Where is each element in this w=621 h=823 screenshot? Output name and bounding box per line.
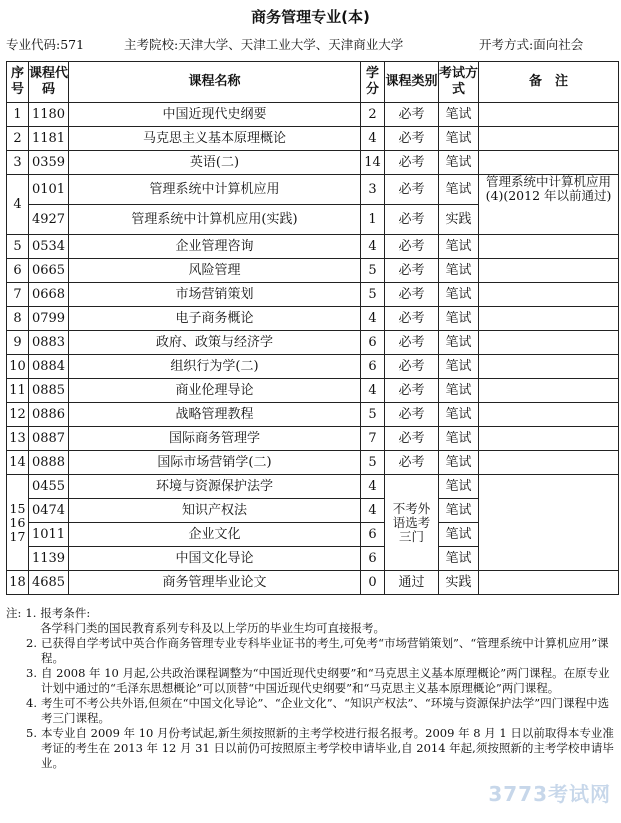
cell-method: 笔试 bbox=[439, 103, 479, 127]
cell-name: 马克思主义基本原理概论 bbox=[69, 127, 361, 151]
cell-remark bbox=[479, 235, 619, 259]
header-method: 考试方式 bbox=[439, 62, 479, 103]
cell-credit: 14 bbox=[361, 151, 385, 175]
cell-name: 政府、政策与经济学 bbox=[69, 331, 361, 355]
cell-method: 笔试 bbox=[439, 259, 479, 283]
table-row bbox=[7, 103, 619, 127]
cell-credit: 7 bbox=[361, 427, 385, 451]
cell-name: 战略管理教程 bbox=[69, 403, 361, 427]
meta-line bbox=[6, 35, 618, 53]
table-row bbox=[7, 451, 619, 475]
table-row bbox=[7, 475, 619, 499]
cell-name: 市场营销策划 bbox=[69, 283, 361, 307]
cell-code: 1011 bbox=[29, 523, 69, 547]
cell-code: 1181 bbox=[29, 127, 69, 151]
cell-type: 必考 bbox=[385, 235, 439, 259]
cell-code: 4927 bbox=[29, 205, 69, 235]
elective-note bbox=[385, 475, 439, 571]
note-number: 1. bbox=[25, 606, 37, 620]
major-code: 专业代码:571 bbox=[6, 37, 85, 52]
cell-remark bbox=[479, 283, 619, 307]
cell-method: 笔试 bbox=[439, 427, 479, 451]
cell-type: 必考 bbox=[385, 307, 439, 331]
cell-type: 必考 bbox=[385, 151, 439, 175]
header-seq: 序号 bbox=[7, 62, 29, 103]
table-row bbox=[7, 403, 619, 427]
table-row bbox=[7, 379, 619, 403]
cell-remark bbox=[479, 451, 619, 475]
cell-credit: 3 bbox=[361, 175, 385, 205]
cell-remark bbox=[479, 259, 619, 283]
cell-remark bbox=[479, 355, 619, 379]
elective-note-text: 不考外语选考三门 bbox=[392, 500, 431, 544]
cell-remark-computer-application: 管理系统中计算机应用(4)(2012 年以前通过) bbox=[479, 175, 619, 235]
cell-type: 必考 bbox=[385, 379, 439, 403]
cell-code: 0474 bbox=[29, 499, 69, 523]
cell-remark bbox=[479, 151, 619, 175]
cell-name: 企业管理咨询 bbox=[69, 235, 361, 259]
cell-remark bbox=[479, 571, 619, 595]
cell-credit: 4 bbox=[361, 307, 385, 331]
cell-type: 必考 bbox=[385, 283, 439, 307]
cell-type: 必考 bbox=[385, 451, 439, 475]
page-title: 商务管理专业(本) bbox=[251, 8, 370, 26]
cell-remark bbox=[479, 427, 619, 451]
cell-method: 笔试 bbox=[439, 523, 479, 547]
cell-credit: 5 bbox=[361, 283, 385, 307]
cell-method: 笔试 bbox=[439, 403, 479, 427]
table-row bbox=[7, 283, 619, 307]
cell-code: 0455 bbox=[29, 475, 69, 499]
cell-credit: 5 bbox=[361, 403, 385, 427]
cell-type: 必考 bbox=[385, 259, 439, 283]
cell-name: 企业文化 bbox=[69, 523, 361, 547]
cell-method: 笔试 bbox=[439, 283, 479, 307]
cell-credit: 4 bbox=[361, 127, 385, 151]
cell-credit: 4 bbox=[361, 379, 385, 403]
cell-credit: 6 bbox=[361, 331, 385, 355]
table-row bbox=[7, 355, 619, 379]
cell-type: 必考 bbox=[385, 127, 439, 151]
table-header-row bbox=[7, 62, 619, 103]
table-row bbox=[7, 259, 619, 283]
cell-credit: 6 bbox=[361, 523, 385, 547]
course-table bbox=[6, 61, 619, 595]
cell-credit: 6 bbox=[361, 547, 385, 571]
cell-seq: 12 bbox=[7, 403, 29, 427]
table-row bbox=[7, 127, 619, 151]
cell-remark bbox=[479, 379, 619, 403]
note-text: 自 2008 年 10 月起,公共政治课程调整为“中国近现代史纲要”和“马克思主义基本原理概论”两门课程。在原专业计划中通过的“毛泽东思想概论”可以顶替“中国近现代史纲要”和“马克思主义基本原理概论”两门课程。 bbox=[40, 666, 610, 695]
cell-code: 0887 bbox=[29, 427, 69, 451]
header-name: 课程名称 bbox=[69, 62, 361, 103]
cell-name: 商务管理毕业论文 bbox=[69, 571, 361, 595]
cell-credit: 2 bbox=[361, 103, 385, 127]
cell-method: 笔试 bbox=[439, 355, 479, 379]
note-number: 2. bbox=[26, 636, 37, 650]
cell-credit: 0 bbox=[361, 571, 385, 595]
cell-seq: 6 bbox=[7, 259, 29, 283]
cell-remark bbox=[479, 331, 619, 355]
cell-credit: 5 bbox=[361, 259, 385, 283]
cell-credit: 4 bbox=[361, 499, 385, 523]
cell-method: 笔试 bbox=[439, 331, 479, 355]
cell-type: 必考 bbox=[385, 355, 439, 379]
notes-section bbox=[6, 606, 618, 771]
cell-method: 笔试 bbox=[439, 451, 479, 475]
host-institutions: 主考院校:天津大学、天津工业大学、天津商业大学 bbox=[124, 37, 404, 52]
group-seq-16: 16 bbox=[9, 514, 26, 530]
table-row bbox=[7, 571, 619, 595]
cell-type: 必考 bbox=[385, 403, 439, 427]
cell-credit: 5 bbox=[361, 451, 385, 475]
cell-name: 国际市场营销学(二) bbox=[69, 451, 361, 475]
cell-code: 0886 bbox=[29, 403, 69, 427]
cell-method: 笔试 bbox=[439, 175, 479, 205]
cell-type: 必考 bbox=[385, 175, 439, 205]
cell-remark bbox=[479, 103, 619, 127]
cell-seq: 4 bbox=[7, 175, 29, 235]
table-row bbox=[7, 235, 619, 259]
cell-seq: 13 bbox=[7, 427, 29, 451]
cell-credit: 1 bbox=[361, 205, 385, 235]
header-type: 课程类别 bbox=[385, 62, 439, 103]
cell-remark bbox=[479, 127, 619, 151]
cell-code: 0883 bbox=[29, 331, 69, 355]
cell-seq: 18 bbox=[7, 571, 29, 595]
cell-remark bbox=[479, 403, 619, 427]
cell-seq: 10 bbox=[7, 355, 29, 379]
note-text: 考生可不考公共外语,但须在“中国文化导论”、“企业文化”、“知识产权法”、“环境与资源保护法学”四门课程中选考三门课程。 bbox=[40, 696, 610, 725]
cell-code: 0665 bbox=[29, 259, 69, 283]
cell-method: 笔试 bbox=[439, 307, 479, 331]
note-item-1-detail bbox=[6, 621, 618, 636]
group-seq-15: 15 bbox=[9, 500, 26, 516]
cell-credit: 6 bbox=[361, 355, 385, 379]
header-credit: 学分 bbox=[361, 62, 385, 103]
cell-method: 笔试 bbox=[439, 151, 479, 175]
note-item-3 bbox=[6, 666, 618, 696]
table-row bbox=[7, 331, 619, 355]
cell-code: 0534 bbox=[29, 235, 69, 259]
cell-method: 笔试 bbox=[439, 547, 479, 571]
note-text: 已获得自学考试中英合作商务管理专业专科毕业证书的考生,可免考“市场营销策划”、“管理系统中计算机应用”课程。 bbox=[40, 636, 609, 665]
cell-method: 笔试 bbox=[439, 127, 479, 151]
cell-code: 4685 bbox=[29, 571, 69, 595]
cell-name: 中国近现代史纲要 bbox=[69, 103, 361, 127]
notes-prefix: 注: bbox=[6, 606, 22, 620]
cell-seq: 8 bbox=[7, 307, 29, 331]
cell-seq: 3 bbox=[7, 151, 29, 175]
cell-method: 笔试 bbox=[439, 379, 479, 403]
header-remark: 备 注 bbox=[479, 62, 619, 103]
cell-code: 0885 bbox=[29, 379, 69, 403]
note-text: 各学科门类的国民教育系列专科及以上学历的毕业生均可直接报考。 bbox=[40, 621, 385, 635]
cell-method: 笔试 bbox=[439, 475, 479, 499]
cell-method: 实践 bbox=[439, 571, 479, 595]
cell-method: 笔试 bbox=[439, 499, 479, 523]
cell-name: 组织行为学(二) bbox=[69, 355, 361, 379]
cell-credit: 4 bbox=[361, 235, 385, 259]
cell-remark bbox=[479, 307, 619, 331]
cell-name: 中国文化导论 bbox=[69, 547, 361, 571]
cell-seq: 7 bbox=[7, 283, 29, 307]
cell-type: 通过 bbox=[385, 571, 439, 595]
note-text: 本专业自 2009 年 10 月份考试起,新生须按照新的主考学校进行报名报考。2009 年 8 月 1 日以前取得本专业准考证的考生在 2013 年 12 月 31 日以前仍可按照原主考学校申请毕业,自 2014 年起,须按照新的主考学校申请毕业。 bbox=[40, 726, 614, 770]
note-number: 4. bbox=[26, 696, 37, 710]
cell-name: 环境与资源保护法学 bbox=[69, 475, 361, 499]
note-item-2 bbox=[6, 636, 618, 666]
cell-code: 0799 bbox=[29, 307, 69, 331]
table-row bbox=[7, 307, 619, 331]
cell-seq: 9 bbox=[7, 331, 29, 355]
cell-name: 管理系统中计算机应用 bbox=[69, 175, 361, 205]
cell-code: 1180 bbox=[29, 103, 69, 127]
cell-name: 英语(二) bbox=[69, 151, 361, 175]
site-watermark: 3773考试网 bbox=[488, 782, 611, 806]
note-text: 报考条件: bbox=[40, 606, 91, 620]
table-row bbox=[7, 175, 619, 205]
cell-seq: 5 bbox=[7, 235, 29, 259]
cell-code: 0884 bbox=[29, 355, 69, 379]
cell-name: 风险管理 bbox=[69, 259, 361, 283]
cell-type: 必考 bbox=[385, 103, 439, 127]
cell-code: 0888 bbox=[29, 451, 69, 475]
cell-code: 1139 bbox=[29, 547, 69, 571]
cell-seq: 11 bbox=[7, 379, 29, 403]
cell-method: 实践 bbox=[439, 205, 479, 235]
note-item-4 bbox=[6, 696, 618, 726]
cell-seq: 1 bbox=[7, 103, 29, 127]
cell-remark bbox=[479, 475, 619, 571]
header-code: 课程代码 bbox=[29, 62, 69, 103]
cell-code: 0359 bbox=[29, 151, 69, 175]
note-item-5 bbox=[6, 726, 618, 771]
cell-seq: 14 bbox=[7, 451, 29, 475]
cell-name: 知识产权法 bbox=[69, 499, 361, 523]
note-number: 3. bbox=[26, 666, 37, 680]
cell-name: 管理系统中计算机应用(实践) bbox=[69, 205, 361, 235]
cell-credit: 4 bbox=[361, 475, 385, 499]
cell-code: 0668 bbox=[29, 283, 69, 307]
cell-name: 商业伦理导论 bbox=[69, 379, 361, 403]
group-seq-17: 17 bbox=[9, 528, 26, 544]
cell-seq-group bbox=[7, 475, 29, 571]
cell-type: 必考 bbox=[385, 331, 439, 355]
cell-code: 0101 bbox=[29, 175, 69, 205]
cell-seq: 2 bbox=[7, 127, 29, 151]
cell-method: 笔试 bbox=[439, 235, 479, 259]
note-number: 5. bbox=[26, 726, 37, 740]
cell-type: 必考 bbox=[385, 205, 439, 235]
cell-name: 电子商务概论 bbox=[69, 307, 361, 331]
cell-name: 国际商务管理学 bbox=[69, 427, 361, 451]
cell-type: 必考 bbox=[385, 427, 439, 451]
note-item-1 bbox=[6, 606, 618, 621]
table-row bbox=[7, 427, 619, 451]
exam-mode: 开考方式:面向社会 bbox=[479, 37, 584, 52]
table-row bbox=[7, 151, 619, 175]
